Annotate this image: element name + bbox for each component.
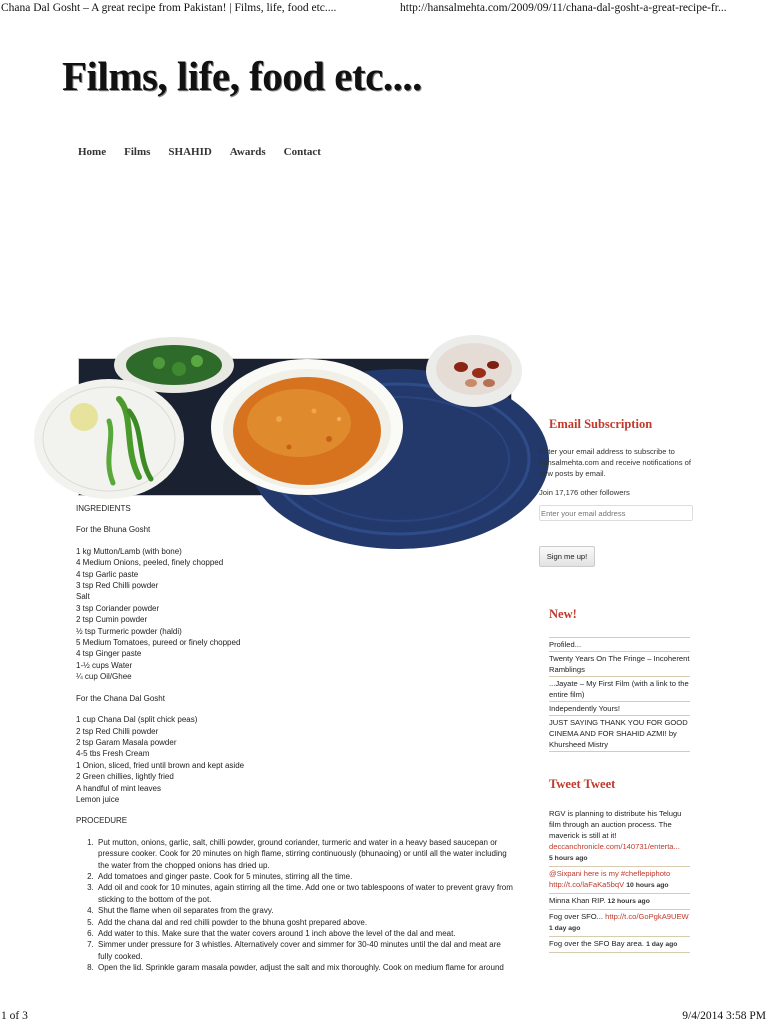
- food-photo-illustration: [79, 359, 511, 495]
- chana-ingredients-list: [76, 714, 516, 805]
- ingredient-item: 4 Medium Onions, peeled, finely chopped: [76, 558, 224, 568]
- procedure-list: [76, 837, 516, 974]
- tweet-list: [549, 807, 690, 953]
- chana-dal-heading: For the Chana Dal Gosht: [76, 693, 165, 703]
- ingredient-item: Salt: [76, 592, 90, 602]
- ingredient-item: 1 Onion, sliced, fried until brown and kept aside: [76, 760, 245, 770]
- ingredient-item: 3 tsp Red Chilli powder: [76, 581, 159, 591]
- procedure-step: 2. Add tomatoes and ginger paste. Cook for 5 minutes, stirring all the time.: [96, 871, 516, 882]
- tweet-widget-title: Tweet Tweet: [549, 777, 616, 791]
- recent-post-link[interactable]: Independently Yours!: [549, 702, 690, 716]
- ingredient-item: ¼ cup Oil/Ghee: [76, 672, 132, 682]
- procedure-step: 6. Add water to this. Make sure that the water covers around 1 inch above the level of the dal and meat.: [96, 928, 516, 939]
- ingredient-item: 4-5 tbs Fresh Cream: [76, 749, 150, 759]
- print-page-url: http://hansalmehta.com/2009/09/11/chana-dal-gosht-a-great-recipe-fr...: [400, 2, 727, 14]
- tweet-timestamp[interactable]: 10 hours ago: [626, 882, 669, 889]
- ingredient-item: 1-½ cups Water: [76, 660, 133, 670]
- ingredient-item: 2 tsp Red Chilli powder: [76, 726, 159, 736]
- procedure-heading: PROCEDURE: [76, 816, 128, 826]
- tweet-item: [549, 894, 690, 910]
- tweet-timestamp[interactable]: 5 hours ago: [549, 855, 588, 862]
- ingredient-item: ½ tsp Turmeric powder (haldi): [76, 626, 182, 636]
- nav-item-awards[interactable]: Awards: [229, 146, 266, 158]
- nav-item-films[interactable]: Films: [124, 146, 151, 158]
- tweet-text: Fog over the SFO Bay area.: [549, 939, 647, 948]
- tweet-text: RGV is planning to distribute his Telugu film through an auction process. The maverick is still at it!: [549, 809, 682, 840]
- recent-post-link[interactable]: JUST SAYING THANK YOU FOR GOOD CINEMA AND FOR SHAHID AZMI! by Khursheed Mistry: [549, 716, 690, 752]
- recent-post-link[interactable]: Profiled...: [549, 637, 690, 652]
- ingredient-item: 5 Medium Tomatoes, pureed or finely chopped: [76, 638, 241, 648]
- ingredient-item: 4 tsp Garlic paste: [76, 569, 139, 579]
- print-footer: [0, 1010, 768, 1024]
- tweet-timestamp[interactable]: 12 hours ago: [607, 898, 650, 905]
- recent-posts-list: [549, 637, 690, 752]
- ingredient-item: Lemon juice: [76, 794, 120, 804]
- procedure-step: 3. Add oil and cook for 10 minutes, again stirring all the time. Add one or two tablespoons of water to prevent gravy from sticking to the bottom of the pot.: [96, 882, 516, 905]
- ingredient-item: 1 cup Chana Dal (split chick peas): [76, 715, 198, 725]
- procedure-step: 4. Shut the flame when oil separates from the gravy.: [96, 905, 516, 916]
- tweet-text-tail[interactable]: here is my #cheflepiphoto http://t.co/laFaKa5bqV: [549, 869, 671, 889]
- procedure-step: 1. Put mutton, onions, garlic, salt, chilli powder, ground coriander, turmeric and water in a heavy based saucepan or pressure cooker. Cook for 20 minutes on high flame, stirring continuously (bhunaoing) or until all the water including the water from the chopped onions has dried up.: [96, 837, 516, 871]
- recent-post-link[interactable]: Twenty Years On The Fringe – Incoherent Ramblings: [549, 652, 690, 677]
- procedure-step: 7. Simmer under pressure for 3 whistles. Alternatively cover and simmer for 30-40 minutes until the dal and meat are fully cooked.: [96, 939, 516, 962]
- nav-item-contact[interactable]: Contact: [283, 146, 321, 158]
- main-nav: [78, 142, 378, 158]
- procedure-step: 8. Open the lid. Sprinkle garam masala powder, adjust the salt and mix thoroughly. Cook on medium flame for around: [96, 962, 516, 973]
- ingredient-item: 3 tsp Coriander powder: [76, 603, 160, 613]
- tweet-timestamp[interactable]: 1 day ago: [646, 941, 678, 948]
- nav-item-shahid[interactable]: SHAHID: [168, 146, 212, 158]
- ingredient-item: 2 Green chillies, lightly fried: [76, 772, 174, 782]
- email-subscription-description: Enter your email address to subscribe to hansalmehta.com and receive notifications of new posts by email.: [539, 447, 691, 478]
- ingredients-heading: INGREDIENTS: [76, 504, 131, 513]
- ingredient-item: 4 tsp Ginger paste: [76, 649, 142, 659]
- print-page-title: Chana Dal Gosht – A great recipe from Pakistan! | Films, life, food etc....: [1, 2, 337, 14]
- tweet-text: Minna Khan RIP.: [549, 896, 608, 905]
- ingredient-item: 1 kg Mutton/Lamb (with bone): [76, 546, 182, 556]
- post-content: [76, 503, 516, 974]
- bhuna-ingredients-list: [76, 546, 516, 683]
- tweet-item: [549, 910, 690, 937]
- tweet-timestamp[interactable]: 1 day ago: [549, 925, 581, 932]
- tweet-item: [549, 807, 690, 867]
- ingredient-item: A handful of mint leaves: [76, 783, 161, 793]
- recent-post-link[interactable]: ...Jayate – My First Film (with a link to the entire film): [549, 677, 690, 702]
- tweet-item: [549, 867, 690, 894]
- followers-count: Join 17,176 other followers: [539, 488, 630, 497]
- tweet-mention-link[interactable]: @Sixpani: [549, 869, 582, 878]
- ingredient-item: 2 tsp Garam Masala powder: [76, 737, 177, 747]
- new-posts-title: New!: [549, 607, 577, 621]
- bhuna-gosht-heading: For the Bhuna Gosht: [76, 525, 151, 535]
- nav-item-home[interactable]: Home: [78, 146, 107, 158]
- post-hero-image: [78, 358, 512, 496]
- tweet-item: [549, 937, 690, 953]
- tweet-link[interactable]: deccanchronicle.com/140731/enterta...: [549, 842, 680, 851]
- print-datetime: 9/4/2014 3:58 PM: [682, 1010, 766, 1022]
- sign-me-up-button[interactable]: Sign me up!: [539, 546, 595, 567]
- print-page-number: 1 of 3: [1, 1010, 28, 1022]
- procedure-step: 5. Add the chana dal and red chilli powder to the bhuna gosht prepared above.: [96, 917, 516, 928]
- email-input[interactable]: [539, 505, 693, 521]
- email-subscription-title: Email Subscription: [549, 417, 653, 431]
- tweet-link[interactable]: http://t.co/GoPgkA9UEW: [605, 912, 689, 921]
- tweet-text: Fog over SFO...: [549, 912, 606, 921]
- print-header: [0, 2, 768, 18]
- ingredient-item: 2 tsp Cumin powder: [76, 615, 148, 625]
- blog-title[interactable]: Films, life, food etc....: [62, 53, 422, 99]
